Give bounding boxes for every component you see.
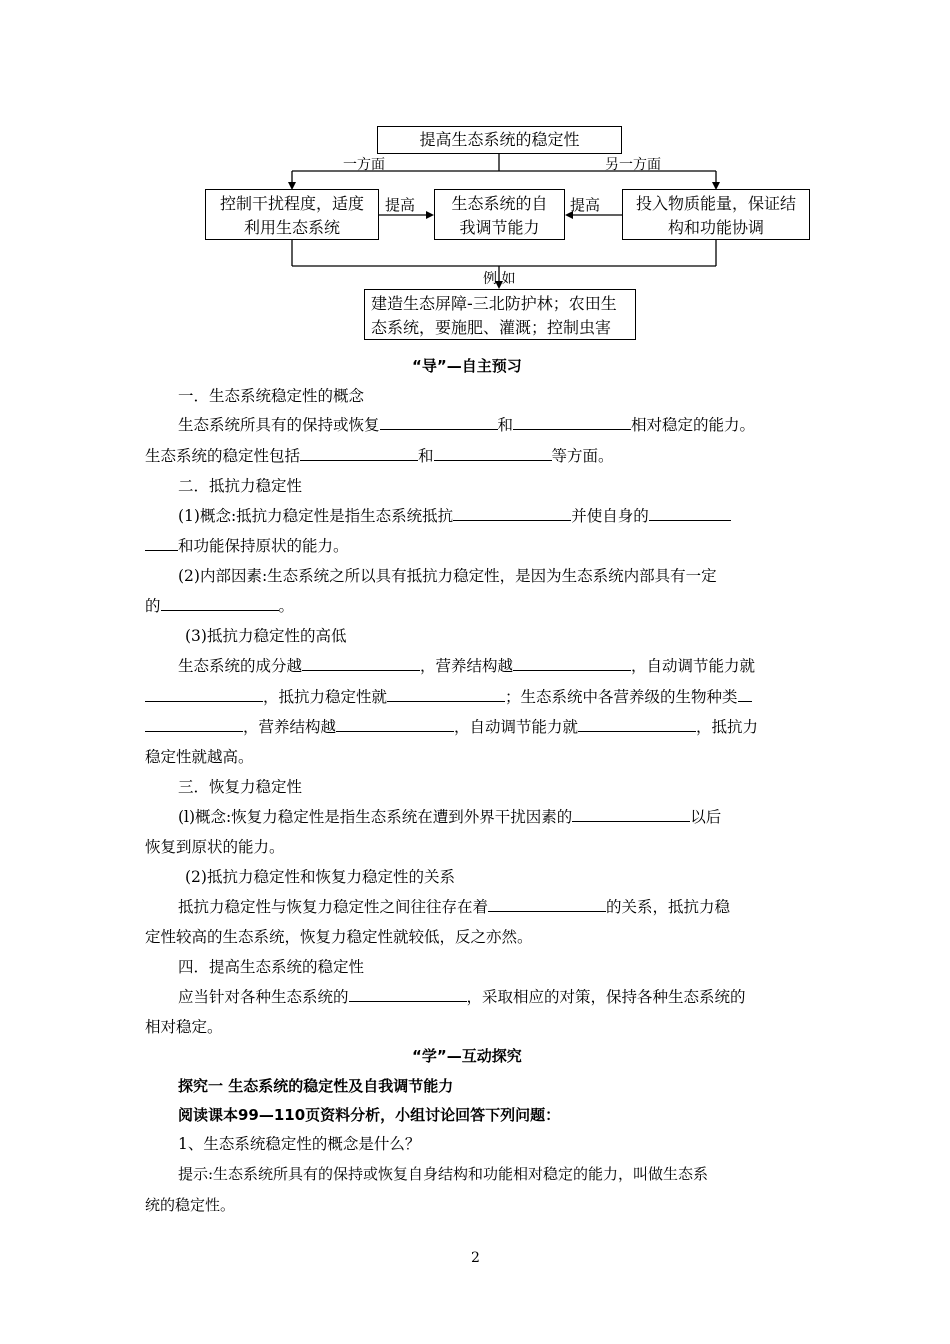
diagram-bottom-box <box>364 289 636 340</box>
diagram-right-line1: 投入物质能量，保证结 <box>635 194 796 213</box>
s1-line1-text-b: 和 <box>497 416 514 434</box>
section-title-dao: “导”—自主预习 <box>412 357 522 375</box>
s2-level-line4: 稳定性就越高。 <box>145 748 254 766</box>
diagram-right-line2: 构和功能协调 <box>667 218 764 237</box>
explore-one-heading: 探究一 生态系统的稳定性及自我调节能力 <box>178 1077 454 1095</box>
diagram-left-line1: 控制干扰程度，适度 <box>219 194 364 213</box>
s1-title: 一．生态系统稳定性的概念 <box>178 387 365 405</box>
s3-rel-line2: 定性较高的生态系统，恢复力稳定性就较低，反之亦然。 <box>145 928 533 946</box>
fill-blank[interactable] <box>387 687 505 702</box>
hint-1-line1: 提示:生态系统所具有的保持或恢复自身结构和功能相对稳定的能力，叫做生态系 <box>178 1165 709 1183</box>
diagram-raise-left: 提高 <box>385 196 416 214</box>
fill-blank[interactable] <box>380 415 498 430</box>
diagram-right-box <box>622 189 810 240</box>
s2-level-text-d: ，抵抗力稳定性就 <box>263 688 388 706</box>
s2-level-text-a: 生态系统的成分越 <box>178 657 303 675</box>
s3-rel-text-a: 抵抗力稳定性与恢复力稳定性之间往往存在着 <box>178 898 489 916</box>
s2-para1-cont <box>145 536 349 556</box>
fill-blank[interactable] <box>145 536 178 551</box>
fill-blank[interactable] <box>300 446 418 461</box>
s2-level-line2 <box>145 687 752 707</box>
diagram-label-other-side: 另一方面 <box>605 157 661 173</box>
s3-para1-text-b: 以后 <box>690 808 722 826</box>
reading-instruction: 阅读课本99—110页资料分析，小组讨论回答下列问题： <box>178 1106 561 1124</box>
s2-para1-text-a: (1)概念:抵抗力稳定性是指生态系统抵抗 <box>178 507 454 525</box>
s2-para1-text-b: 并使自身的 <box>571 507 649 525</box>
s2-para1 <box>178 506 731 526</box>
s2-para2-text-b: 的 <box>145 597 161 615</box>
s1-line1 <box>178 415 755 435</box>
fill-blank[interactable] <box>336 717 454 732</box>
fill-blank[interactable] <box>145 717 243 732</box>
page-number: 2 <box>471 1250 480 1266</box>
s1-line1-text-a: 生态系统所具有的保持或恢复 <box>178 416 380 434</box>
s2-level-text-e: ；生态系统中各营养级的生物种类 <box>505 688 738 706</box>
diagram-middle-line1: 生态系统的自 <box>451 194 548 213</box>
s2-level-text-g: ，自动调节能力就 <box>454 718 579 736</box>
s2-para1-text-c: 和功能保持原状的能力。 <box>178 537 349 555</box>
fill-blank[interactable] <box>649 506 731 521</box>
s4-title: 四．提高生态系统的稳定性 <box>178 958 365 976</box>
diagram-left-box <box>205 189 379 240</box>
s3-para2: (2)抵抗力稳定性和恢复力稳定性的关系 <box>185 868 455 886</box>
diagram-bottom-line2: 态系统，要施肥、灌溉；控制虫害 <box>371 318 612 337</box>
s3-para1-cont: 恢复到原状的能力。 <box>145 838 285 856</box>
s3-title: 三．恢复力稳定性 <box>178 778 303 796</box>
question-1: 1、生态系统稳定性的概念是什么？ <box>178 1135 421 1153</box>
s2-level-text-b: ，营养结构越 <box>420 657 514 675</box>
s4-line2: 相对稳定。 <box>145 1018 223 1036</box>
s2-level-text-h: ，抵抗力 <box>696 718 759 736</box>
s1-line2-text-b: 和 <box>418 447 434 465</box>
s4-text-a: 应当针对各种生态系统的 <box>178 988 349 1006</box>
s2-para2-cont <box>145 596 294 616</box>
fill-blank[interactable] <box>145 687 263 702</box>
s1-line2-text-a: 生态系统的稳定性包括 <box>145 447 301 465</box>
fill-blank[interactable] <box>453 506 571 521</box>
diagram-left-line2: 利用生态系统 <box>243 218 340 237</box>
s4-text-b: ，采取相应的对策，保持各种生态系统的 <box>466 988 746 1006</box>
s4-line1 <box>178 987 746 1007</box>
concept-diagram <box>0 0 950 350</box>
s1-line1-text-c: 相对稳定的能力。 <box>631 416 756 434</box>
s2-para2-text-c: 。 <box>278 597 295 615</box>
diagram-middle-line2: 我调节能力 <box>459 218 540 237</box>
s3-para1-text-a: (l)概念:恢复力稳定性是指生态系统在遭到外界干扰因素的 <box>178 808 573 826</box>
diagram-top-box <box>377 126 622 154</box>
fill-blank[interactable] <box>434 446 552 461</box>
fill-blank[interactable] <box>578 717 696 732</box>
s3-rel-line1 <box>178 897 730 917</box>
s2-level-text-c: ，自动调节能力就 <box>631 657 756 675</box>
fill-blank[interactable] <box>738 687 752 702</box>
s2-para2: (2)内部因素:生态系统之所以具有抵抗力稳定性，是因为生态系统内部具有一定 <box>178 567 717 585</box>
fill-blank[interactable] <box>513 415 631 430</box>
diagram-label-one-side: 一方面 <box>343 157 385 173</box>
diagram-middle-box <box>434 189 565 240</box>
diagram-example-label: 例 如 <box>483 271 516 287</box>
section-title-xue: “学”—互动探究 <box>412 1047 522 1065</box>
fill-blank[interactable] <box>349 987 467 1002</box>
fill-blank[interactable] <box>488 897 606 912</box>
s3-para1 <box>178 807 721 827</box>
s3-rel-text-b: 的关系，抵抗力稳 <box>606 898 731 916</box>
fill-blank[interactable] <box>513 656 631 671</box>
diagram-raise-right: 提高 <box>570 196 601 214</box>
s1-line2 <box>145 446 614 466</box>
s2-title: 二．抵抗力稳定性 <box>178 477 303 495</box>
fill-blank[interactable] <box>302 656 420 671</box>
fill-blank[interactable] <box>572 807 690 822</box>
s2-para3: (3)抵抗力稳定性的高低 <box>185 627 347 645</box>
s1-line2-text-c: 等方面。 <box>551 447 614 465</box>
fill-blank[interactable] <box>161 596 279 611</box>
diagram-bottom-line1: 建造生态屏障-三北防护林；农田生 <box>371 294 617 313</box>
diagram-top-text: 提高生态系统的稳定性 <box>419 130 580 149</box>
s2-level-line3 <box>145 717 758 737</box>
hint-1-line2: 统的稳定性。 <box>145 1196 236 1214</box>
s2-level-line1 <box>178 656 755 676</box>
s2-level-text-f: ，营养结构越 <box>243 718 337 736</box>
